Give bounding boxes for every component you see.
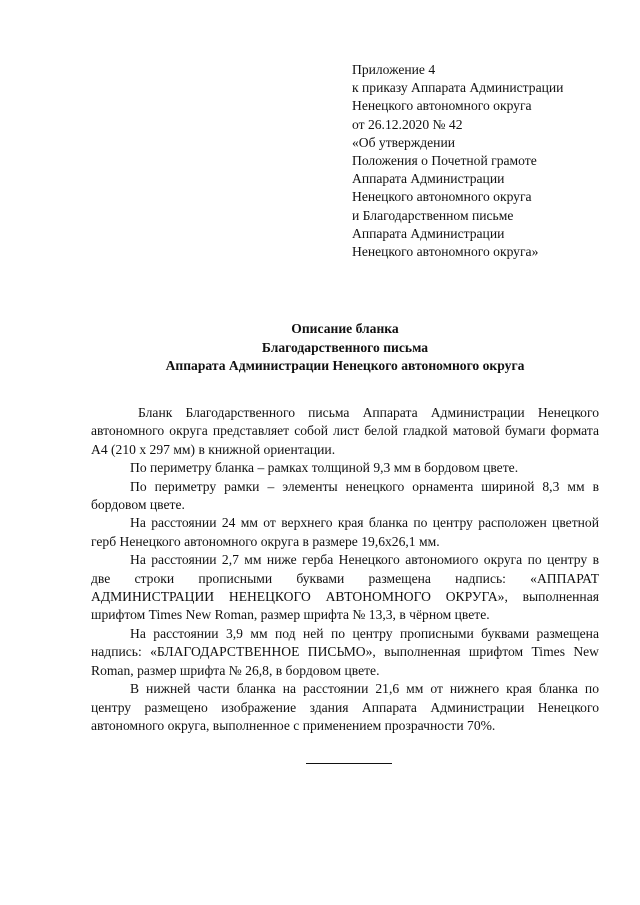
- annex-line: Положения о Почетной грамоте: [352, 153, 537, 169]
- title-line: Благодарственного письма: [261, 339, 429, 355]
- body-paragraph: На расстоянии 3,9 мм под ней по центру прописными буквами размещена надпись: «БЛАГОДАРСТВЕННОЕ ПИСЬМО», выполненная шрифтом Times New Roman, размер шрифта № 26,8, в бордовом цвете.: [91, 625, 599, 678]
- annex-line: «Об утверждении: [352, 134, 456, 150]
- annex-line: Ненецкого автономного округа: [352, 98, 532, 114]
- annex-line: Ненецкого автономного округа»: [352, 244, 539, 260]
- closing-separator-line: [306, 763, 392, 764]
- annex-line: Аппарата Администрации: [352, 171, 505, 187]
- body-paragraph: По периметру рамки – элементы ненецкого орнамента шириной 8,3 мм в бордовом цвете.: [91, 478, 599, 513]
- annex-line: Ненецкого автономного округа: [352, 189, 532, 205]
- body-paragraph: По периметру бланка – рамках толщиной 9,3 мм в бордовом цвете.: [130, 460, 519, 476]
- title-line: Аппарата Администрации Ненецкого автономного округа: [165, 358, 525, 373]
- annex-line: от 26.12.2020 № 42: [352, 116, 463, 132]
- document-body: [91, 404, 599, 735]
- body-paragraph: Бланк Благодарственного письма Аппарата Администрации Ненецкого автономного округа представляет собой лист белой гладкой матовой бумаги формата А4 (210 х 297 мм) в книжной ориентации.: [91, 405, 599, 457]
- annex-line: Аппарата Администрации: [352, 225, 505, 241]
- annex-line: и Благодарственном письме: [352, 207, 514, 223]
- annex-block: [352, 61, 622, 261]
- title-line: Описание бланка: [291, 321, 399, 336]
- annex-line: Приложение 4: [352, 62, 436, 77]
- body-paragraph: На расстоянии 24 мм от верхнего края бланка по центру расположен цветной герб Ненецкого автономного округа в размере 19,6х26,1 мм.: [91, 515, 599, 549]
- body-paragraph: На расстоянии 2,7 мм ниже герба Ненецкого автономиого округа по центру в две строки прописными буквами размещена надпись: «АППАРАТ АДМИНИСТРАЦИИ НЕНЕЦКОГО АВТОНОМНОГО ОКРУГА», выполненная шрифтом Times New Roman, размер шрифта № 13,3, в чёрном цвете.: [91, 552, 599, 623]
- document-title: [90, 320, 600, 376]
- body-paragraph: В нижней части бланка на расстоянии 21,6 мм от нижнего края бланка по центру размещено изображение здания Аппарата Администрации Ненецкого автономного округа, выполненное с применением прозрачности 70%.: [91, 681, 599, 733]
- annex-line: к приказу Аппарата Администрации: [352, 80, 564, 96]
